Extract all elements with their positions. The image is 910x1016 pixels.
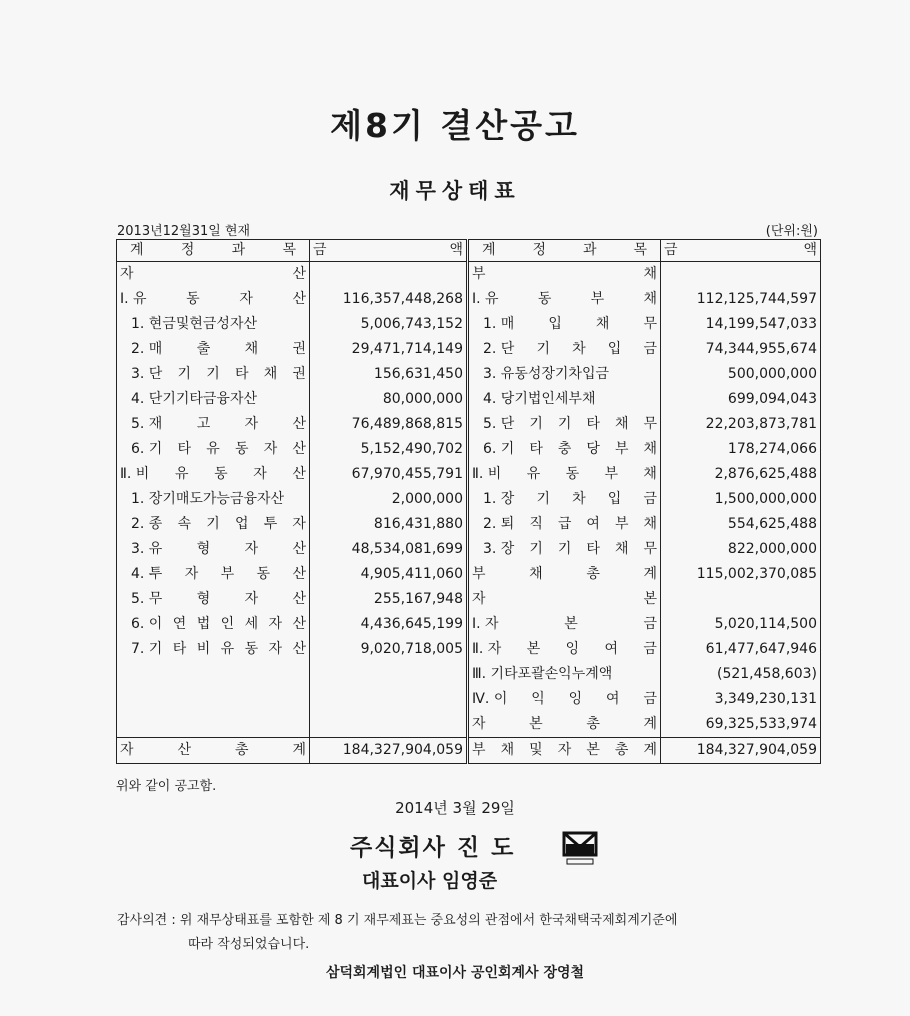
label-fragment: 채 — [263, 366, 278, 382]
left-account-label — [117, 587, 310, 612]
label-fragment: Ⅰ. 유 — [120, 291, 147, 307]
page-title: 제8기 결산공고 — [330, 106, 580, 145]
label-fragment: 본 — [643, 591, 657, 607]
label-fragment: 차 — [572, 491, 586, 507]
label-fragment: 여 — [604, 641, 619, 657]
label-fragment: Ⅲ. 기타포괄손익누계액 — [472, 666, 613, 682]
statement-title: 재무상태표 — [389, 179, 521, 203]
label-fragment: 동 — [214, 466, 228, 482]
label-fragment: 무 — [643, 416, 657, 432]
label-fragment: 채 — [643, 291, 657, 307]
label-fragment: 총 — [586, 566, 600, 582]
label-fragment: 자 — [557, 742, 572, 758]
label-fragment: 자 — [120, 266, 134, 282]
left-account-label — [117, 262, 310, 288]
table-row — [117, 612, 821, 637]
left-account-label — [117, 487, 310, 512]
label-fragment: 타 — [234, 366, 249, 382]
label-fragment: 자 — [239, 291, 253, 307]
right-amount: 5,020,114,500 — [661, 612, 821, 637]
label-fragment: 입 — [607, 491, 622, 507]
left-amount: 2,000,000 — [310, 487, 468, 512]
table-row — [117, 512, 821, 537]
left-amount: 9,020,718,005 — [310, 637, 468, 662]
label-fragment: 세 — [244, 616, 259, 632]
label-fragment: 산 — [292, 416, 306, 432]
right-account-label — [468, 462, 661, 487]
label-fragment: Ⅱ. 비 — [120, 466, 150, 482]
label-fragment: 계 — [643, 566, 657, 582]
label-fragment: 권 — [292, 341, 306, 357]
table-row — [117, 587, 821, 612]
right-amount — [661, 587, 821, 612]
left-amount: 5,152,490,702 — [310, 437, 468, 462]
unit-label: (단위:원) — [765, 224, 818, 239]
label-fragment: 유 — [220, 641, 235, 657]
label-fragment: 속 — [177, 516, 192, 532]
right-account-label — [468, 412, 661, 437]
label-fragment: 여 — [586, 516, 600, 532]
auditor-signature: 삼덕회계법인 대표이사 공인회계사 장영철 — [325, 965, 585, 981]
right-amount: 115,002,370,085 — [661, 562, 821, 587]
label-fragment: 투 — [263, 516, 278, 532]
label-fragment: 채 — [643, 466, 657, 482]
left-amount — [310, 262, 468, 288]
right-account-label — [468, 512, 661, 537]
label-fragment: 2. 매 — [131, 341, 163, 357]
announcement-date: 2014년 3월 29일 — [395, 799, 515, 817]
label-fragment: 금 — [643, 691, 657, 707]
table-row — [117, 487, 821, 512]
label-fragment: 형 — [196, 591, 211, 607]
label-fragment: 동 — [565, 466, 580, 482]
label-fragment: 부 — [590, 291, 605, 307]
ceo-name: 대표이사 임영준 — [362, 870, 498, 892]
table-row — [117, 337, 821, 362]
label-fragment: 기 — [536, 491, 550, 507]
header-account-left: 계 정 과 목 — [117, 240, 310, 262]
right-account-label — [468, 687, 661, 712]
label-fragment: 출 — [196, 341, 211, 357]
label-fragment: 타 — [586, 541, 600, 557]
right-amount: 69,325,533,974 — [661, 712, 821, 738]
label-fragment: 무 — [643, 316, 657, 332]
label-fragment: 부 — [472, 742, 486, 758]
audit-opinion-line2: 따라 작성되었습니다. — [188, 937, 310, 952]
left-amount: 816,431,880 — [310, 512, 468, 537]
left-account-label — [117, 362, 310, 387]
label-fragment: 산 — [292, 591, 306, 607]
label-fragment: 잉 — [565, 641, 580, 657]
left-amount: 255,167,948 — [310, 587, 468, 612]
right-amount: 2,876,625,488 — [661, 462, 821, 487]
label-fragment: 무 — [643, 541, 657, 557]
label-fragment: 채 — [529, 566, 543, 582]
company-seal-icon — [561, 830, 599, 868]
label-fragment: 인 — [220, 616, 235, 632]
label-fragment: 부 — [614, 441, 629, 457]
right-account-label — [468, 612, 661, 637]
left-amount: 29,471,714,149 — [310, 337, 468, 362]
label-fragment: 자 — [472, 716, 486, 732]
header-amount-left: 금 액 — [310, 240, 468, 262]
label-fragment: 본 — [529, 716, 543, 732]
table-row — [117, 562, 821, 587]
label-fragment: 자 — [268, 616, 283, 632]
label-fragment: 동 — [234, 441, 249, 457]
right-account-label — [468, 262, 661, 288]
left-account-label — [117, 637, 310, 662]
label-fragment: 5. 단 — [483, 416, 515, 432]
label-fragment: 산 — [292, 541, 306, 557]
label-fragment: 비 — [196, 641, 211, 657]
label-fragment: 기 — [177, 366, 192, 382]
label-fragment: 5. 재 — [131, 416, 163, 432]
right-amount: 822,000,000 — [661, 537, 821, 562]
label-fragment: 채 — [643, 441, 657, 457]
table-row — [117, 312, 821, 337]
left-account-label — [117, 712, 310, 738]
table-row — [117, 437, 821, 462]
label-fragment: 산 — [292, 441, 306, 457]
label-fragment: 차 — [572, 341, 586, 357]
label-fragment: 자 — [263, 441, 278, 457]
right-account-label — [468, 312, 661, 337]
table-row — [117, 637, 821, 662]
label-fragment: 연 — [172, 616, 187, 632]
left-amount: 116,357,448,268 — [310, 287, 468, 312]
label-fragment: 익 — [531, 691, 545, 707]
label-fragment: 4. 당기법인세부채 — [483, 391, 596, 407]
left-account-label — [117, 412, 310, 437]
label-fragment: 3. 유동성장기차입금 — [483, 366, 609, 382]
table-row — [117, 462, 821, 487]
label-fragment: 권 — [292, 366, 306, 382]
company-name: 주식회사 진 도 — [350, 835, 516, 861]
label-fragment: 기 — [557, 541, 572, 557]
label-fragment: 계 — [643, 742, 657, 758]
left-account-label — [117, 337, 310, 362]
label-fragment: 입 — [548, 316, 562, 332]
label-fragment: 법 — [196, 616, 211, 632]
label-fragment: 유 — [174, 466, 189, 482]
label-fragment: 채 — [614, 416, 629, 432]
balance-sheet-body — [117, 240, 821, 764]
label-fragment: 급 — [557, 516, 572, 532]
label-fragment: 부 — [472, 566, 486, 582]
label-fragment: 입 — [607, 341, 622, 357]
label-fragment: Ⅱ. 자 — [472, 641, 502, 657]
table-row — [117, 412, 821, 437]
label-fragment: 2. 단 — [483, 341, 515, 357]
label-fragment: 채 — [643, 266, 657, 282]
right-account-label — [468, 287, 661, 312]
label-fragment: 형 — [196, 541, 211, 557]
table-row — [117, 738, 821, 764]
label-fragment: 당 — [586, 441, 600, 457]
label-fragment: 및 — [529, 742, 543, 758]
label-fragment: 유 — [526, 466, 541, 482]
label-fragment: 5. 무 — [131, 591, 163, 607]
label-fragment: 금 — [643, 341, 657, 357]
label-fragment: 충 — [557, 441, 572, 457]
label-fragment: 자 — [472, 591, 486, 607]
label-fragment: 자 — [244, 541, 259, 557]
left-amount: 67,970,455,791 — [310, 462, 468, 487]
label-fragment: 3. 장 — [483, 541, 515, 557]
left-amount — [310, 687, 468, 712]
right-amount: 500,000,000 — [661, 362, 821, 387]
table-row — [117, 662, 821, 687]
right-amount: 61,477,647,946 — [661, 637, 821, 662]
label-fragment: 자 — [244, 591, 259, 607]
label-fragment: 1. 현금및현금성자산 — [131, 316, 257, 332]
header-account-right: 계 정 과 목 — [468, 240, 661, 262]
label-fragment: 2. 퇴 — [483, 516, 515, 532]
label-fragment: 총 — [234, 742, 249, 758]
label-fragment: 3. 유 — [131, 541, 163, 557]
label-fragment: 기 — [529, 416, 543, 432]
label-fragment: 여 — [606, 691, 620, 707]
left-amount — [310, 712, 468, 738]
left-amount: 4,436,645,199 — [310, 612, 468, 637]
label-fragment: 동 — [256, 566, 271, 582]
left-account-label — [117, 738, 310, 764]
label-fragment: 타 — [172, 641, 187, 657]
left-amount: 48,534,081,699 — [310, 537, 468, 562]
right-amount: (521,458,603) — [661, 662, 821, 687]
label-fragment: 동 — [537, 291, 552, 307]
label-fragment: 업 — [234, 516, 249, 532]
right-account-label — [468, 337, 661, 362]
label-fragment: 기 — [557, 416, 572, 432]
left-account-label — [117, 437, 310, 462]
right-amount: 74,344,955,674 — [661, 337, 821, 362]
audit-opinion-line1: 감사의견 : 위 재무상태표를 포함한 제 8 기 재무제표는 중요성의 관점에서 한국채택국제회계기준에 — [117, 913, 678, 928]
label-fragment: 자 — [292, 516, 306, 532]
table-row — [117, 387, 821, 412]
label-fragment: 자 — [253, 466, 267, 482]
right-account-label — [468, 662, 661, 687]
label-fragment: 타 — [177, 441, 192, 457]
label-fragment: 채 — [500, 742, 515, 758]
label-fragment: 금 — [643, 491, 657, 507]
label-fragment: 직 — [529, 516, 543, 532]
label-fragment: 4. 투 — [131, 566, 163, 582]
label-fragment: 3. 단 — [131, 366, 163, 382]
label-fragment: 산 — [292, 616, 306, 632]
balance-sheet-table — [116, 239, 821, 764]
label-fragment: 금 — [643, 616, 657, 632]
as-of-date: 2013년12월31일 현재 — [117, 224, 251, 239]
label-fragment: Ⅰ. 유 — [472, 291, 499, 307]
left-account-label — [117, 287, 310, 312]
table-row — [117, 362, 821, 387]
right-account-label — [468, 387, 661, 412]
label-fragment: 동 — [186, 291, 200, 307]
left-account-label — [117, 687, 310, 712]
table-row — [117, 537, 821, 562]
label-fragment: 부 — [614, 516, 629, 532]
label-fragment: 기 — [206, 366, 220, 382]
label-fragment: 6. 이 — [131, 616, 163, 632]
table-header-row — [117, 240, 821, 262]
label-fragment: 금 — [643, 641, 657, 657]
label-fragment: 6. 기 — [483, 441, 515, 457]
left-amount: 76,489,868,815 — [310, 412, 468, 437]
right-amount: 22,203,873,781 — [661, 412, 821, 437]
right-account-label — [468, 738, 661, 764]
right-amount: 14,199,547,033 — [661, 312, 821, 337]
right-amount: 1,500,000,000 — [661, 487, 821, 512]
label-fragment: 2. 종 — [131, 516, 163, 532]
label-fragment: 7. 기 — [131, 641, 163, 657]
label-fragment: 산 — [292, 266, 306, 282]
table-row — [117, 287, 821, 312]
right-account-label — [468, 437, 661, 462]
label-fragment: 자 — [244, 416, 259, 432]
right-amount: 178,274,066 — [661, 437, 821, 462]
label-fragment: 자 — [120, 742, 134, 758]
label-fragment: 산 — [292, 466, 306, 482]
label-fragment: 유 — [206, 441, 220, 457]
right-amount: 3,349,230,131 — [661, 687, 821, 712]
label-fragment: 부 — [220, 566, 235, 582]
label-fragment: 타 — [529, 441, 543, 457]
right-amount: 112,125,744,597 — [661, 287, 821, 312]
label-fragment: 산 — [292, 641, 306, 657]
label-fragment: 채 — [244, 341, 259, 357]
label-fragment: 산 — [177, 742, 192, 758]
label-fragment: 부 — [472, 266, 486, 282]
label-fragment: 기 — [206, 516, 220, 532]
left-amount: 80,000,000 — [310, 387, 468, 412]
left-account-label — [117, 312, 310, 337]
label-fragment: 계 — [643, 716, 657, 732]
label-fragment: 1. 장 — [483, 491, 515, 507]
label-fragment: 잉 — [568, 691, 583, 707]
table-row — [117, 262, 821, 288]
table-row — [117, 687, 821, 712]
left-amount: 184,327,904,059 — [310, 738, 468, 764]
label-fragment: 자 — [268, 641, 283, 657]
right-amount: 554,625,488 — [661, 512, 821, 537]
right-account-label — [468, 587, 661, 612]
left-account-label — [117, 612, 310, 637]
left-amount: 4,905,411,060 — [310, 562, 468, 587]
label-fragment: 자 — [184, 566, 199, 582]
label-fragment: 산 — [292, 291, 306, 307]
label-fragment: 계 — [292, 742, 306, 758]
label-fragment: 1. 장기매도가능금융자산 — [131, 491, 285, 507]
left-account-label — [117, 462, 310, 487]
right-account-label — [468, 487, 661, 512]
label-fragment: 본 — [564, 616, 578, 632]
label-fragment: Ⅳ. 이 — [472, 691, 508, 707]
label-fragment: 채 — [595, 316, 610, 332]
right-account-label — [468, 562, 661, 587]
label-fragment: 6. 기 — [131, 441, 163, 457]
right-account-label — [468, 362, 661, 387]
label-fragment: 산 — [292, 566, 306, 582]
left-account-label — [117, 562, 310, 587]
right-amount — [661, 262, 821, 288]
label-fragment: Ⅰ. 자 — [472, 616, 499, 632]
label-fragment: 고 — [196, 416, 211, 432]
label-fragment: 채 — [614, 541, 629, 557]
label-fragment: 총 — [614, 742, 629, 758]
right-amount: 699,094,043 — [661, 387, 821, 412]
label-fragment: 1. 매 — [483, 316, 515, 332]
left-amount: 156,631,450 — [310, 362, 468, 387]
table-row — [117, 712, 821, 738]
right-account-label — [468, 537, 661, 562]
left-account-label — [117, 537, 310, 562]
label-fragment: 총 — [586, 716, 600, 732]
left-amount — [310, 662, 468, 687]
label-fragment: 타 — [586, 416, 600, 432]
header-amount-right: 금 액 — [661, 240, 821, 262]
left-amount: 5,006,743,152 — [310, 312, 468, 337]
left-account-label — [117, 662, 310, 687]
label-fragment: 채 — [643, 516, 657, 532]
footnote: 위와 같이 공고함. — [116, 779, 217, 794]
label-fragment: 기 — [529, 541, 543, 557]
left-account-label — [117, 512, 310, 537]
right-amount: 184,327,904,059 — [661, 738, 821, 764]
label-fragment: 4. 단기기타금융자산 — [131, 391, 257, 407]
label-fragment: 동 — [244, 641, 259, 657]
label-fragment: 본 — [586, 742, 600, 758]
right-account-label — [468, 712, 661, 738]
label-fragment: Ⅱ. 비 — [472, 466, 502, 482]
left-account-label — [117, 387, 310, 412]
label-fragment: 본 — [526, 641, 541, 657]
label-fragment: 부 — [604, 466, 619, 482]
label-fragment: 기 — [536, 341, 550, 357]
right-account-label — [468, 637, 661, 662]
